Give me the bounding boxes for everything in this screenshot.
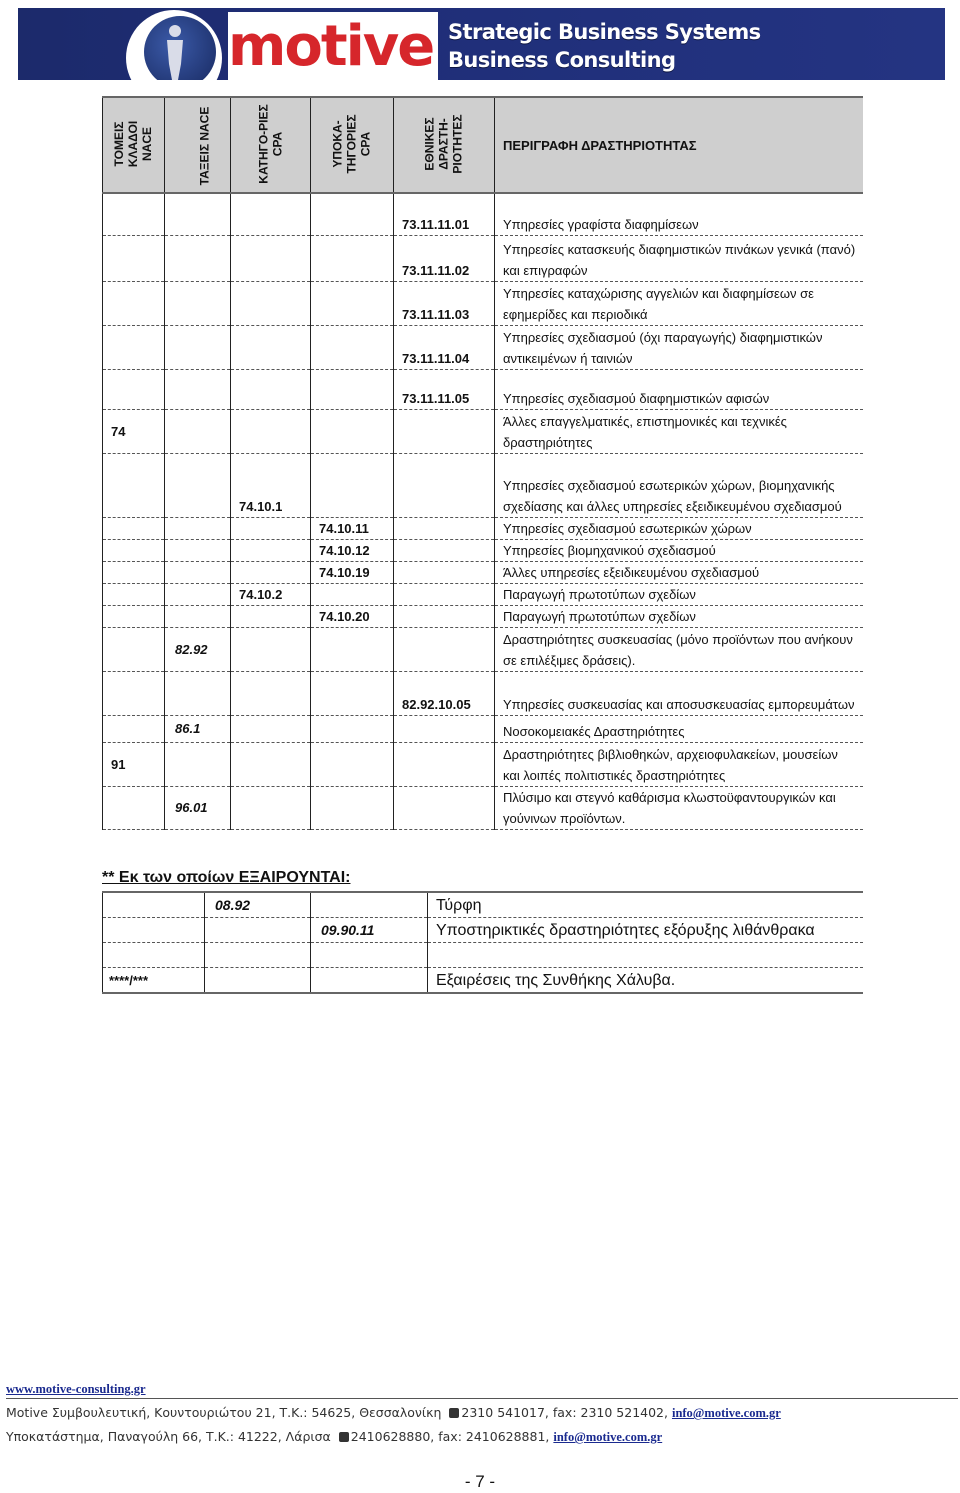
activity-description: Δραστηριότητες συσκευασίας (μόνο προϊόντων που ανήκουν σε επιλέξιμες δράσεις).: [495, 627, 863, 671]
sector-code: [103, 627, 165, 671]
category-code: [231, 742, 311, 786]
phone-text: 2310 541017, fax: 2310 521402,: [461, 1405, 668, 1420]
tagline-strategic: Strategic Business Systems: [448, 20, 761, 44]
class-code: [165, 561, 231, 583]
exception-code-sector: [103, 892, 205, 918]
national-code: 73.11.11.05: [394, 369, 495, 409]
category-code: [231, 671, 311, 715]
table-row: [103, 605, 863, 627]
national-code: [394, 605, 495, 627]
table-row: [103, 892, 863, 918]
exception-code-sub: [311, 943, 428, 968]
address-text: Υποκατάστημα, Παναγούλη 66, Τ.Κ.: 41222, Λάρισα: [6, 1429, 331, 1444]
page-number: - 7 -: [464, 1472, 496, 1491]
category-code: [231, 325, 311, 369]
header-class-label: ΤΑΞΕΙΣ NACE: [197, 106, 212, 185]
table-row: [103, 786, 863, 829]
category-code: [231, 539, 311, 561]
category-code: [231, 369, 311, 409]
header-sector: [103, 97, 165, 193]
sector-code: [103, 281, 165, 325]
class-code: [165, 583, 231, 605]
subcategory-code: 74.10.19: [311, 561, 394, 583]
address-text: Motive Συμβουλευτική, Κουντουριώτου 21, Τ.Κ.: 54625, Θεσσαλονίκη: [6, 1405, 442, 1420]
exception-code-sub: [311, 968, 428, 994]
table-row: [103, 409, 863, 453]
sector-code: [103, 786, 165, 829]
header-banner: [18, 8, 945, 80]
category-code: [231, 627, 311, 671]
table-row: [103, 671, 863, 715]
table-row: [103, 561, 863, 583]
exception-code-class: [205, 918, 311, 943]
exception-code-sub: [311, 892, 428, 918]
exceptions-title: ** Εκ των οποίων ΕΞΑΙΡΟΥΝΤΑΙ:: [102, 869, 351, 886]
table-row: [103, 325, 863, 369]
subcategory-code: [311, 583, 394, 605]
class-code: [165, 671, 231, 715]
header-description: ΠΕΡΙΓΡΑΦΗ ΔΡΑΣΤΗΡΙΟΤΗΤΑΣ: [495, 97, 863, 193]
logo-figure-icon: [164, 24, 186, 80]
national-code: [394, 561, 495, 583]
subcategory-code: [311, 786, 394, 829]
sector-code: [103, 325, 165, 369]
header-category: [231, 97, 311, 193]
sector-code: [103, 561, 165, 583]
subcategory-code: [311, 409, 394, 453]
table-row: [103, 517, 863, 539]
category-code: 74.10.2: [231, 583, 311, 605]
logo-wordmark: [228, 12, 438, 80]
subcategory-code: [311, 235, 394, 281]
table-row: [103, 715, 863, 742]
subcategory-code: [311, 325, 394, 369]
sector-code: [103, 715, 165, 742]
table-row: [103, 943, 863, 968]
sector-code: [103, 539, 165, 561]
table-row: [103, 453, 863, 517]
national-code: [394, 627, 495, 671]
header-category-label: ΚΑΤΗΓΟ-ΡΙΕΣ CPA: [256, 103, 285, 184]
activity-description: Παραγωγή πρωτοτύπων σχεδίων: [495, 583, 863, 605]
exception-code-sector: [103, 918, 205, 943]
subcategory-code: [311, 281, 394, 325]
exception-code-sub: 09.90.11: [311, 918, 428, 943]
table-row: [103, 193, 863, 235]
header-subcategory: [311, 97, 394, 193]
category-code: [231, 715, 311, 742]
subcategory-code: [311, 369, 394, 409]
class-code: [165, 605, 231, 627]
subcategory-code: 74.10.20: [311, 605, 394, 627]
category-code: [231, 409, 311, 453]
activity-description: Υπηρεσίες σχεδιασμού (όχι παραγωγής) διαφημιστικών αντικειμένων ή ταινιών: [495, 325, 863, 369]
activity-description: Άλλες επαγγελματικές, επιστημονικές και τεχνικές δραστηριότητες: [495, 409, 863, 453]
class-code: 86.1: [165, 715, 231, 742]
national-code: [394, 409, 495, 453]
class-code: [165, 517, 231, 539]
class-code: [165, 325, 231, 369]
website-link[interactable]: www.motive-consulting.gr: [6, 1382, 146, 1396]
table-row: [103, 369, 863, 409]
activity-description: Δραστηριότητες βιβλιοθηκών, αρχειοφυλακείων, μουσείων και λοιπές πολιτιστικές δραστηριότητες: [495, 742, 863, 786]
exception-description: Υποστηρικτικές δραστηριότητες εξόρυξης λιθάνθρακα: [428, 918, 863, 943]
category-code: [231, 786, 311, 829]
class-code: [165, 539, 231, 561]
tagline-consulting: Business Consulting: [448, 48, 676, 72]
sector-code: [103, 605, 165, 627]
exception-code-sector: [103, 943, 205, 968]
header-subcategory-label: ΥΠΟΚΑ- ΤΗΓΟΡΙΕΣ CPA: [331, 113, 373, 174]
class-code: 82.92: [165, 627, 231, 671]
category-code: 74.10.1: [231, 453, 311, 517]
activity-description: Παραγωγή πρωτοτύπων σχεδίων: [495, 605, 863, 627]
exception-description: Εξαιρέσεις της Συνθήκης Χάλυβα.: [428, 968, 863, 994]
sector-code: 74: [103, 409, 165, 453]
sector-code: [103, 583, 165, 605]
subcategory-code: [311, 742, 394, 786]
subcategory-code: [311, 453, 394, 517]
class-code: [165, 409, 231, 453]
phone-icon: [449, 1408, 459, 1418]
national-code: [394, 517, 495, 539]
activity-description: Άλλες υπηρεσίες εξειδικευμένου σχεδιασμού: [495, 561, 863, 583]
class-code: [165, 369, 231, 409]
national-code: 73.11.11.03: [394, 281, 495, 325]
table-row: [103, 968, 863, 994]
national-code: [394, 786, 495, 829]
exception-description: [428, 943, 863, 968]
exception-code-class: 08.92: [205, 892, 311, 918]
class-code: [165, 742, 231, 786]
table-row: [103, 742, 863, 786]
sector-code: [103, 193, 165, 235]
header-national-label: ΕΘΝΙΚΕΣ ΔΡΑΣΤΗ- ΡΙΟΤΗΤΕΣ: [422, 113, 465, 174]
class-code: [165, 281, 231, 325]
activity-description: Υπηρεσίες καταχώρισης αγγελιών και διαφημίσεων σε εφημερίδες και περιοδικά: [495, 281, 863, 325]
phone-text: 2410628880, fax: 2410628881,: [350, 1429, 550, 1444]
class-code: [165, 193, 231, 235]
exceptions-table: [102, 891, 863, 994]
table-row: [103, 281, 863, 325]
phone-icon: [339, 1432, 349, 1442]
sector-code: [103, 671, 165, 715]
table-row: [103, 583, 863, 605]
category-code: [231, 281, 311, 325]
table-header-row: [103, 97, 863, 193]
table-row: [103, 539, 863, 561]
class-code: 96.01: [165, 786, 231, 829]
activity-description: Υπηρεσίες σχεδιασμού διαφημιστικών αφισών: [495, 369, 863, 409]
table-row: [103, 235, 863, 281]
activity-description: Υπηρεσίες συσκευασίας και αποσυσκευασίας εμπορευμάτων: [495, 671, 863, 715]
subcategory-code: 74.10.12: [311, 539, 394, 561]
header-sector-label: ΤΟΜΕΙΣ ΚΛΑΔΟΙ NACE: [112, 120, 155, 167]
class-code: [165, 235, 231, 281]
national-code: [394, 715, 495, 742]
header-class: [165, 97, 231, 193]
activity-description: Υπηρεσίες βιομηχανικού σχεδιασμού: [495, 539, 863, 561]
national-code: 73.11.11.01: [394, 193, 495, 235]
activities-table: [102, 96, 863, 830]
category-code: [231, 561, 311, 583]
class-code: [165, 453, 231, 517]
national-code: [394, 539, 495, 561]
exception-description: Τύρφη: [428, 892, 863, 918]
exception-code-sector: ****/***: [103, 968, 205, 994]
subcategory-code: [311, 627, 394, 671]
sector-code: [103, 517, 165, 539]
national-code: 73.11.11.04: [394, 325, 495, 369]
subcategory-code: [311, 193, 394, 235]
activity-description: Υπηρεσίες σχεδιασμού εσωτερικών χώρων: [495, 517, 863, 539]
subcategory-code: [311, 715, 394, 742]
email-link[interactable]: info@motive.com.gr: [553, 1430, 663, 1444]
national-code: [394, 453, 495, 517]
subcategory-code: [311, 671, 394, 715]
national-code: 73.11.11.02: [394, 235, 495, 281]
national-code: [394, 583, 495, 605]
national-code: [394, 742, 495, 786]
sector-code: [103, 235, 165, 281]
email-link[interactable]: info@motive.com.gr: [671, 1406, 781, 1420]
activity-description: Νοσοκομειακές Δραστηριότητες: [495, 715, 863, 742]
activity-description: Υπηρεσίες σχεδιασμού εσωτερικών χώρων, βιομηχανικής σχεδίασης και άλλες υπηρεσίες εξειδικευμένου σχεδιασμού: [495, 453, 863, 517]
activity-description: Υπηρεσίες γραφίστα διαφημίσεων: [495, 193, 863, 235]
activity-description: Πλύσιμο και στεγνό καθάρισμα κλωστοϋφαντουργικών και γούνινων προϊόντων.: [495, 786, 863, 829]
national-code: 82.92.10.05: [394, 671, 495, 715]
table-row: [103, 627, 863, 671]
header-national: [394, 97, 495, 193]
category-code: [231, 517, 311, 539]
sector-code: [103, 369, 165, 409]
exception-code-class: [205, 968, 311, 994]
brand-name: motive: [228, 14, 434, 79]
table-row: [103, 918, 863, 943]
category-code: [231, 605, 311, 627]
footer-address-larisa: [6, 1429, 662, 1445]
category-code: [231, 235, 311, 281]
footer-divider: [6, 1398, 958, 1399]
activity-description: Υπηρεσίες κατασκευής διαφημιστικών πινάκων γενικά (πανό) και επιγραφών: [495, 235, 863, 281]
sector-code: [103, 453, 165, 517]
category-code: [231, 193, 311, 235]
sector-code: 91: [103, 742, 165, 786]
exception-code-class: [205, 943, 311, 968]
subcategory-code: 74.10.11: [311, 517, 394, 539]
footer-address-thessaloniki: [6, 1405, 781, 1421]
